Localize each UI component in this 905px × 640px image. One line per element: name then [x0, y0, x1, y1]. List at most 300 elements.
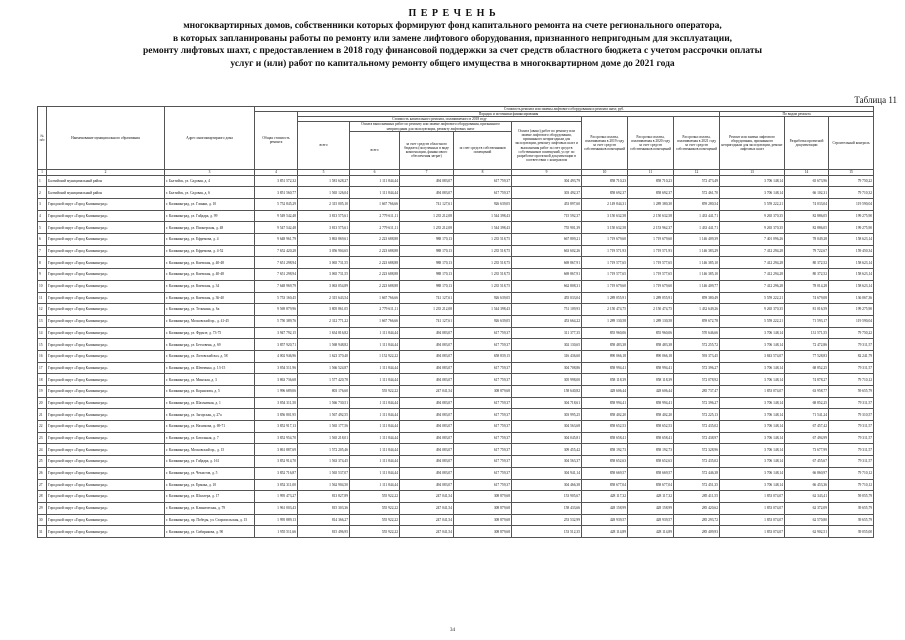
municipality-cell: Городской округ «Город Калининград»	[47, 234, 165, 246]
amount-cell: 71 541,24	[785, 409, 829, 421]
amount-cell: 74 878,27	[785, 374, 829, 386]
address-cell: г. Калининград, ул. Фрунзе, д. 73-75	[165, 327, 255, 339]
amount-cell: 890 066,18	[628, 350, 674, 362]
head-instal-2021: Рассрочка оплаты, оплачиваемая в 2021 году за счет средств собственников помещений	[674, 117, 720, 169]
amount-cell: 1 853 074,07	[720, 491, 785, 503]
amount-cell: 1 719 679,60	[628, 234, 674, 246]
amount-cell: 1 719 571,93	[582, 245, 628, 257]
amount-cell: 68 852,25	[785, 397, 829, 409]
amount-cell: 3 706 148,14	[720, 175, 785, 187]
amount-cell: 494 083,07	[400, 421, 454, 433]
amount-cell: 9 569 879,96	[255, 304, 298, 316]
amount-cell: 858 994,41	[582, 397, 628, 409]
amount-cell: 572 446,38	[674, 467, 720, 479]
amount-cell: 1 146 383,29	[674, 245, 720, 257]
amount-cell: 1 719 679,60	[582, 234, 628, 246]
municipality-cell: Городской округ «Город Калининград»	[47, 327, 165, 339]
amount-cell: 247 041,54	[400, 526, 454, 538]
municipality-cell: Городской округ «Город Калининград»	[47, 350, 165, 362]
row-number-cell: 8	[38, 257, 47, 269]
address-cell: г. Калининград, Московский пр., д. 41-45	[165, 315, 255, 327]
amount-cell: 3 852 914,70	[255, 456, 298, 468]
municipality-cell: Городской округ «Город Калининград»	[47, 339, 165, 351]
amount-cell: 3 706 148,14	[720, 339, 785, 351]
table-row	[38, 257, 874, 269]
amount-cell: 304 708,86	[512, 362, 582, 374]
amount-cell: 1 996 689,06	[255, 386, 298, 398]
table-row	[38, 304, 874, 316]
head-paid-total: всего	[350, 131, 400, 169]
amount-cell: 858 994,41	[582, 362, 628, 374]
amount-cell: 1 567 492,55	[298, 409, 350, 421]
amount-cell: 751 109,93	[512, 304, 582, 316]
amount-cell: 1 719 679,60	[628, 280, 674, 292]
amount-cell: 1 433 441,71	[674, 210, 720, 222]
amount-cell: 572 451,35	[674, 479, 720, 491]
amount-cell: 1 289 055,91	[628, 292, 674, 304]
table-row	[38, 292, 874, 304]
amount-cell: 68 852,25	[785, 362, 829, 374]
amount-cell: 81 016,59	[785, 304, 829, 316]
amount-cell: 119 590,04	[829, 315, 874, 327]
municipality-cell: Городской округ «Город Калининград»	[47, 315, 165, 327]
amount-cell: 82 886,05	[785, 222, 829, 234]
amount-cell: 9 547 542,48	[255, 222, 298, 234]
amount-cell: 1 719 577,65	[628, 269, 674, 281]
table-row	[38, 222, 874, 234]
amount-cell: 858 710,23	[628, 175, 674, 187]
amount-cell: 858 192,73	[582, 444, 628, 456]
amount-cell: 1 111 844,44	[350, 397, 400, 409]
amount-cell: 494 083,07	[400, 187, 454, 199]
row-number-cell: 21	[38, 409, 47, 421]
amount-cell: 1 235 518,75	[454, 280, 512, 292]
amount-cell: 77 528,83	[785, 350, 829, 362]
amount-cell: 1 235 212,08	[400, 304, 454, 316]
row-number-cell: 19	[38, 386, 47, 398]
amount-cell: 79 310,57	[829, 409, 874, 421]
municipality-cell: Городской округ «Город Калининград»	[47, 526, 165, 538]
amount-cell: 65 673,96	[785, 175, 829, 187]
amount-cell: 1 719 577,65	[582, 257, 628, 269]
amount-cell: 9 265 370,35	[720, 304, 785, 316]
amount-cell: 572 078,92	[674, 374, 720, 386]
amount-cell: 1 111 844,44	[350, 339, 400, 351]
col-number: 6	[350, 169, 400, 175]
table-row	[38, 175, 874, 187]
amount-cell: 3 863 736,68	[255, 374, 298, 386]
amount-cell: 617 759,37	[454, 467, 512, 479]
amount-cell: 308 879,68	[454, 491, 512, 503]
amount-cell: 1 146 409,39	[674, 234, 720, 246]
municipality-cell: Городской округ «Город Калининград»	[47, 397, 165, 409]
amount-cell: 741 127,61	[400, 315, 454, 327]
head-instal-2019: Рассрочка оплаты, оплачиваемая в 2019 году за счет средств собственников помещений	[582, 117, 628, 169]
table-row	[38, 444, 874, 456]
amount-cell: 1 562 904,50	[298, 479, 350, 491]
amount-cell: 555 922,22	[350, 514, 400, 526]
row-number-cell: 5	[38, 222, 47, 234]
amount-cell: 813 827,89	[298, 491, 350, 503]
amount-cell: 7 412 294,28	[720, 257, 785, 269]
municipality-cell: Городской округ «Город Калининград»	[47, 304, 165, 316]
table-row	[38, 315, 874, 327]
amount-cell: 247 041,54	[400, 491, 454, 503]
address-cell: г. Калининград, ул. Киевская, д. 36-40	[165, 292, 255, 304]
amount-cell: 494 083,07	[400, 444, 454, 456]
amount-cell: 199 275,90	[829, 210, 874, 222]
amount-cell: 669 867,91	[512, 257, 582, 269]
amount-cell: 494 083,07	[400, 456, 454, 468]
head-lift-repair: Ремонт или замена лифтового оборудования, признанного непригодным для эксплуатации, ремонт лифтовых шахт	[720, 117, 785, 169]
municipality-cell: Городской округ «Город Калининград»	[47, 491, 165, 503]
amount-cell: 858 677,04	[582, 479, 628, 491]
amount-cell: 858 652,53	[628, 421, 674, 433]
address-cell: г. Калининград, ул. Загорская, д. 27а	[165, 409, 255, 421]
amount-cell: 428 117,32	[582, 491, 628, 503]
address-cell: г. Калининград, ул. Шевченко, д. 13-15	[165, 362, 255, 374]
amount-cell: 153 512,35	[512, 526, 582, 538]
municipality-cell: Балтийский муниципальный район	[47, 187, 165, 199]
amount-cell: 74 679,08	[785, 292, 829, 304]
amount-cell: 1 563 374,45	[298, 456, 350, 468]
address-cell: г. Калининград, ул. Шахматная, д. 1	[165, 397, 255, 409]
amount-cell: 1 719 679,60	[582, 280, 628, 292]
amount-cell: 1 995 889,13	[255, 514, 298, 526]
row-number-cell: 17	[38, 362, 47, 374]
head-instal-2020: Рассрочка оплаты, оплачиваемая в 2020 году за счет средств собственников помещений	[628, 117, 674, 169]
table-row	[38, 245, 874, 257]
amount-cell: 815 303,36	[298, 502, 350, 514]
amount-cell: 859 380,49	[674, 292, 720, 304]
amount-cell: 158 640,82	[512, 386, 582, 398]
amount-cell: 428 939,57	[582, 514, 628, 526]
amount-cell: 7 651 298,94	[255, 257, 298, 269]
row-number-cell: 14	[38, 327, 47, 339]
amount-cell: 1 544 398,43	[454, 304, 512, 316]
amount-cell: 2 779 611,11	[350, 304, 400, 316]
head-group-cost2018: Стоимость капитального ремонта, оплачиваемого в 2018 году	[298, 117, 582, 122]
amount-cell: 158 623,14	[829, 280, 874, 292]
table-row	[38, 514, 874, 526]
amount-cell: 572 396,27	[674, 397, 720, 409]
amount-cell: 1 719 577,65	[582, 269, 628, 281]
amount-cell: 308 879,68	[454, 526, 512, 538]
row-number-cell: 18	[38, 374, 47, 386]
amount-cell: 1 111 844,44	[350, 362, 400, 374]
col-number: 4	[255, 169, 298, 175]
amount-cell: 1 853 074,07	[720, 502, 785, 514]
amount-cell: 858 994,41	[628, 397, 674, 409]
amount-cell: 815 496,95	[298, 526, 350, 538]
amount-cell: 617 759,37	[454, 479, 512, 491]
amount-cell: 741 127,61	[400, 199, 454, 211]
amount-cell: 3 851 560,77	[255, 187, 298, 199]
amount-cell: 82 241,79	[829, 350, 874, 362]
amount-cell: 7 412 296,28	[720, 280, 785, 292]
amount-cell: 1 235 518,75	[454, 245, 512, 257]
row-number-cell: 13	[38, 315, 47, 327]
amount-cell: 593 373,45	[674, 350, 720, 362]
amount-cell: 814 366,27	[298, 514, 350, 526]
amount-cell: 1 235 518,75	[454, 269, 512, 281]
col-number: 10	[582, 169, 628, 175]
row-number-cell: 16	[38, 350, 47, 362]
amount-cell: 158 623,14	[829, 234, 874, 246]
table-row	[38, 421, 874, 433]
address-cell: г. Калининград, ул. Чекистов, д. 5	[165, 467, 255, 479]
amount-cell: 572 435,02	[674, 421, 720, 433]
amount-cell: 2 153 962,37	[628, 222, 674, 234]
head-regional: за счет средств областного бюджета (полученных в виде компенсации, финансового обеспечения затрат)	[400, 131, 454, 169]
amount-cell: 926 639,05	[454, 292, 512, 304]
amount-cell: 153 905,67	[512, 491, 582, 503]
amount-cell: 494 083,07	[400, 397, 454, 409]
row-number-cell: 27	[38, 479, 47, 491]
row-number-cell: 6	[38, 234, 47, 246]
amount-cell: 617 759,37	[454, 456, 512, 468]
amount-cell: 2 149 844,31	[582, 199, 628, 211]
amount-cell: 1 565 537,07	[298, 467, 350, 479]
col-number: 7	[400, 169, 454, 175]
row-number-cell: 28	[38, 491, 47, 503]
amount-cell: 858 118,39	[628, 374, 674, 386]
amount-cell: 1 432 649,26	[674, 304, 720, 316]
head-address: Адрес многоквартирного дома	[165, 107, 255, 170]
head-unit-price: По видам ремонта	[720, 112, 874, 117]
amount-cell: 285 293,72	[674, 514, 720, 526]
amount-cell: 5 559 222,21	[720, 315, 785, 327]
col-number: 8	[454, 169, 512, 175]
table-row	[38, 397, 874, 409]
amount-cell: 119 590,04	[829, 199, 874, 211]
row-number-cell: 1	[38, 175, 47, 187]
col-number: 12	[674, 169, 720, 175]
amount-cell: 1 565 126,04	[298, 187, 350, 199]
amount-cell: 572 396,27	[674, 362, 720, 374]
amount-cell: 494 083,07	[400, 432, 454, 444]
municipality-cell: Городской округ «Город Калининград»	[47, 245, 165, 257]
address-cell: г. Калининград, ул. Бетховена, д. 69	[165, 339, 255, 351]
amount-cell: 858 402,20	[582, 409, 628, 421]
amount-cell: 855 960,06	[628, 327, 674, 339]
head-group-financing: Порядок и источники финансирования	[298, 112, 720, 117]
amount-cell: 1 623 370,40	[298, 350, 350, 362]
amount-cell: 73 677,99	[785, 444, 829, 456]
amount-cell: 3 852 917,13	[255, 421, 298, 433]
amount-cell: 5 750 389,76	[255, 315, 298, 327]
amount-cell: 71 593,17	[785, 315, 829, 327]
municipality-cell: Городской округ «Город Калининград»	[47, 386, 165, 398]
amount-cell: 1 568 948,82	[298, 339, 350, 351]
table-row	[38, 350, 874, 362]
row-number-cell: 25	[38, 456, 47, 468]
amount-cell: 858 658,41	[582, 432, 628, 444]
amount-cell: 79 311,57	[829, 339, 874, 351]
amount-cell: 158 623,14	[829, 257, 874, 269]
amount-cell: 158 623,14	[829, 269, 874, 281]
amount-cell: 158 433,66	[512, 502, 582, 514]
municipality-cell: Городской округ «Город Калининград»	[47, 502, 165, 514]
amount-cell: 3 150 632,58	[582, 222, 628, 234]
amount-cell: 1 961 003,43	[255, 502, 298, 514]
amount-cell: 858 669,57	[628, 467, 674, 479]
address-cell: г. Калининград, ул. Ермака, д. 10	[165, 479, 255, 491]
head-municipality: Наименование муниципального образования	[47, 107, 165, 170]
amount-cell: 304 563,37	[512, 456, 582, 468]
title-line-2: в которых запланированы работы по ремонту или замене лифтового оборудования, признанного непригодным для эксплуатации,	[172, 33, 733, 44]
amount-cell: 247 041,54	[400, 386, 454, 398]
table-row	[38, 502, 874, 514]
amount-cell: 617 759,37	[454, 432, 512, 444]
amount-cell: 136 067,36	[829, 292, 874, 304]
amount-cell: 2 150 632,58	[628, 210, 674, 222]
amount-cell: 3 706 148,14	[720, 362, 785, 374]
head-total: Общая стоимость ремонта	[255, 112, 298, 170]
amount-cell: 617 759,37	[454, 175, 512, 187]
address-cell: г. Калининград, ул. Корнилова, д. 5	[165, 386, 255, 398]
amount-cell: 285 420,62	[674, 502, 720, 514]
amount-cell: 428 939,57	[628, 514, 674, 526]
amount-cell: 428 114,89	[628, 526, 674, 538]
amount-cell: 926 639,05	[454, 315, 512, 327]
table-row	[38, 362, 874, 374]
amount-cell: 1 544 398,43	[454, 222, 512, 234]
table-row	[38, 374, 874, 386]
row-number-cell: 20	[38, 397, 47, 409]
head-group-top: Стоимость ремонта или замены лифтового оборудования и ремонта шахт, руб.	[255, 107, 874, 112]
table-row	[38, 491, 874, 503]
amount-cell: 79 311,57	[829, 362, 874, 374]
amount-cell: 494 083,07	[400, 409, 454, 421]
amount-cell: 9 265 370,35	[720, 210, 785, 222]
address-cell: г. Калининград, Московский пр., д. 15	[165, 444, 255, 456]
col-number: 14	[785, 169, 829, 175]
address-cell: г. Калининград, ул. Тельмана, д. 6а	[165, 304, 255, 316]
amount-cell: 2 223 688,88	[350, 245, 400, 257]
amount-cell: 3 843 574,07	[720, 350, 785, 362]
amount-cell: 247 041,54	[400, 514, 454, 526]
amount-cell: 859 280,54	[674, 199, 720, 211]
amount-cell: 305 998,00	[512, 374, 582, 386]
amount-cell: 80 372,52	[785, 257, 829, 269]
amount-cell: 79 750,22	[829, 175, 874, 187]
address-cell: г. Калининград, ул. Киевская, д. 40-48	[165, 257, 255, 269]
address-cell: г. Калининград, ул. Батальная, д. 7	[165, 432, 255, 444]
amount-cell: 3 063 054,89	[298, 280, 350, 292]
amount-cell: 3 706 148,14	[720, 409, 785, 421]
amount-cell: 39 655,79	[829, 514, 874, 526]
amount-cell: 59 655,79	[829, 386, 874, 398]
amount-cell: 3 706 148,14	[720, 456, 785, 468]
amount-cell: 2 315 643,54	[298, 292, 350, 304]
page-number: 34	[450, 628, 455, 633]
amount-cell: 3 863 869,61	[298, 234, 350, 246]
amount-cell: 1 667 766,66	[350, 199, 400, 211]
amount-cell: 988 170,13	[400, 257, 454, 269]
address-cell: г. Калининград, ул. Пионерская, д. 48	[165, 222, 255, 234]
amount-cell: 1 289 130,58	[582, 315, 628, 327]
address-cell: г. Калининград, ул. Сибирякова, д. 90	[165, 526, 255, 538]
table-row	[38, 187, 874, 199]
amount-cell: 253 532,99	[512, 514, 582, 526]
amount-cell: 72 472,86	[785, 339, 829, 351]
amount-cell: 1 235 518,75	[454, 257, 512, 269]
row-number-cell: 10	[38, 280, 47, 292]
row-number-cell: 15	[38, 339, 47, 351]
amount-cell: 2 150 474,75	[582, 304, 628, 316]
amount-cell: 3 852 311,00	[255, 479, 298, 491]
amount-cell: 858 669,57	[582, 467, 628, 479]
row-number-cell: 11	[38, 292, 47, 304]
row-number-cell: 9	[38, 269, 47, 281]
amount-cell: 303 492,37	[512, 187, 582, 199]
amount-cell: 3 852 716,87	[255, 467, 298, 479]
amount-cell: 3 813 575,61	[298, 222, 350, 234]
row-number-cell: 26	[38, 467, 47, 479]
head-design: Разработка проектной документации	[785, 117, 829, 169]
head-own: за счет средств собственников помещений	[454, 131, 512, 169]
head-total-2018: всего	[298, 122, 350, 169]
row-number-cell: 12	[38, 304, 47, 316]
amount-cell: 2 223 688,88	[350, 234, 400, 246]
head-supervision: Строительный контроль	[829, 117, 874, 169]
amount-cell: 3 706 148,14	[720, 187, 785, 199]
table-row	[38, 269, 874, 281]
amount-cell: 3 947 792,15	[255, 327, 298, 339]
municipality-cell: Городской округ «Город Калининград»	[47, 514, 165, 526]
amount-cell: 5 559 222,21	[720, 292, 785, 304]
amount-cell: 1 572 205,46	[298, 444, 350, 456]
amount-cell: 572 461,70	[674, 187, 720, 199]
title-line-3: ремонту лифтовых шахт, с предоставлением в 2018 году финансовой поддержки за счет средств областного бюджета с учетом рассрочки оплаты	[142, 46, 763, 56]
amount-cell: 715 592,37	[512, 210, 582, 222]
amount-cell: 453 897,60	[512, 199, 582, 211]
municipality-cell: Городской округ «Город Калининград»	[47, 199, 165, 211]
amount-cell: 555 922,22	[350, 502, 400, 514]
amount-cell: 494 083,07	[400, 479, 454, 491]
amount-cell: 1 995 473,27	[255, 491, 298, 503]
amount-cell: 7 401 096,26	[720, 234, 785, 246]
address-cell: г. Калининград, ул. Минская, д. 3	[165, 374, 255, 386]
amount-cell: 79 722,67	[785, 245, 829, 257]
amount-cell: 617 759,37	[454, 409, 512, 421]
document-header	[0, 8, 905, 70]
amount-cell: 1 853 074,07	[720, 386, 785, 398]
amount-cell: 66 102,31	[785, 187, 829, 199]
amount-cell: 555 922,22	[350, 491, 400, 503]
amount-cell: 572 438,97	[674, 432, 720, 444]
amount-cell: 303 995,25	[512, 409, 582, 421]
amount-cell: 455 033,04	[512, 292, 582, 304]
address-cell: г. Калининград, ул. Нахимова, д. 69-71	[165, 421, 255, 433]
amount-cell: 988 170,13	[400, 234, 454, 246]
amount-cell: 2 315 005,10	[298, 199, 350, 211]
amount-cell: 1 581 628,27	[298, 175, 350, 187]
amount-cell: 1 111 844,44	[350, 467, 400, 479]
amount-cell: 59 055,79	[829, 491, 874, 503]
col-number: 13	[720, 169, 785, 175]
amount-cell: 1 289 380,30	[628, 199, 674, 211]
amount-cell: 572 435,02	[674, 456, 720, 468]
table-row	[38, 526, 874, 538]
amount-cell: 3 857 920,71	[255, 339, 298, 351]
amount-cell: 428 117,32	[628, 491, 674, 503]
amount-cell: 988 170,13	[400, 280, 454, 292]
amount-cell: 617 759,37	[454, 421, 512, 433]
amount-cell: 988 170,13	[400, 245, 454, 257]
amount-cell: 308 879,68	[454, 502, 512, 514]
